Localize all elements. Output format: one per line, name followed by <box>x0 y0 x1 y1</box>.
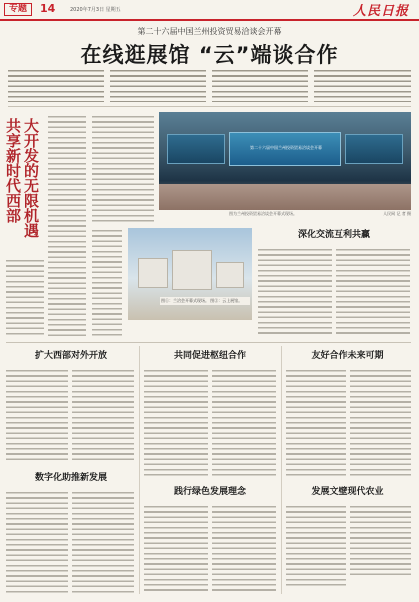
section-head-1: 深化交流互利共赢 <box>297 230 370 240</box>
column-rule <box>139 346 140 594</box>
column-rule <box>281 346 282 594</box>
newspaper-logo: 人民日报 <box>352 4 409 19</box>
page-header <box>0 0 419 19</box>
body-column-mid-2 <box>92 228 122 336</box>
section-2-column-a <box>6 368 68 462</box>
header-rule <box>0 19 419 21</box>
section-head-2: 扩大西部对外开放 <box>34 351 107 361</box>
section-4-column-a <box>286 368 346 476</box>
main-photo-caption: 图为兰州投资贸易洽谈会开幕式现场。 <box>229 211 297 216</box>
main-screen <box>229 132 341 166</box>
lead-column-2 <box>110 68 206 102</box>
main-photo-credit: 人民网 记 者 摄 <box>383 211 411 216</box>
side-title-line2: 大开发的无限机遇 <box>22 118 40 238</box>
section-7-column-b <box>350 504 411 576</box>
page-number: 14 <box>40 2 56 15</box>
section-head-7: 发展文壁现代农业 <box>311 487 384 497</box>
section-head-4: 友好合作未来可期 <box>311 351 384 361</box>
section-2-column-b <box>72 368 134 462</box>
section-3-column-a <box>144 368 208 476</box>
mid-rule <box>6 342 411 343</box>
section-3-column-b <box>212 368 276 476</box>
section-1-column-b <box>336 247 410 335</box>
body-column-left <box>48 114 86 336</box>
section-label: 专题 <box>4 3 32 16</box>
body-column-mid <box>92 114 154 224</box>
section-5-column-a <box>6 490 68 594</box>
hall-floor <box>159 184 411 210</box>
section-head-6: 践行绿色发展理念 <box>173 487 246 497</box>
second-photo-caption: 图①：兰洽会开幕式现场。 图②：云上展馆。 <box>160 297 250 305</box>
screen-text: 第二十六届中国兰州投资贸易洽谈会开幕 <box>250 145 322 150</box>
lead-column-3 <box>212 68 308 102</box>
exhibit-building <box>216 262 244 288</box>
exhibit-building <box>172 250 212 290</box>
headline: 在线逛展馆 “云”端谈合作 <box>80 43 339 67</box>
section-1-column-a <box>258 247 332 335</box>
exhibit-building <box>138 258 168 288</box>
date-line: 2020年7月3日 星期五 <box>70 7 121 13</box>
section-7-column-a <box>286 504 346 586</box>
lead-column-4 <box>314 68 411 102</box>
main-photo <box>159 112 411 210</box>
section-4-column-b <box>350 368 411 476</box>
kicker: 第二十六届中国兰州投资贸易洽谈会开幕 <box>137 27 282 36</box>
side-screen-left <box>167 134 225 164</box>
section-head-5: 数字化助推新发展 <box>34 473 107 483</box>
section-6-column-b <box>212 504 276 594</box>
second-photo <box>128 228 252 320</box>
side-screen-right <box>345 134 403 164</box>
section-6-column-a <box>144 504 208 594</box>
side-title-line1: 共享新时代西部 <box>4 118 22 223</box>
body-column-left-2 <box>6 258 44 336</box>
section-5-column-b <box>72 490 134 594</box>
lead-column-1 <box>8 68 104 102</box>
section-head-3: 共同促进枢纽合作 <box>173 351 246 361</box>
lead-rule <box>8 106 411 107</box>
